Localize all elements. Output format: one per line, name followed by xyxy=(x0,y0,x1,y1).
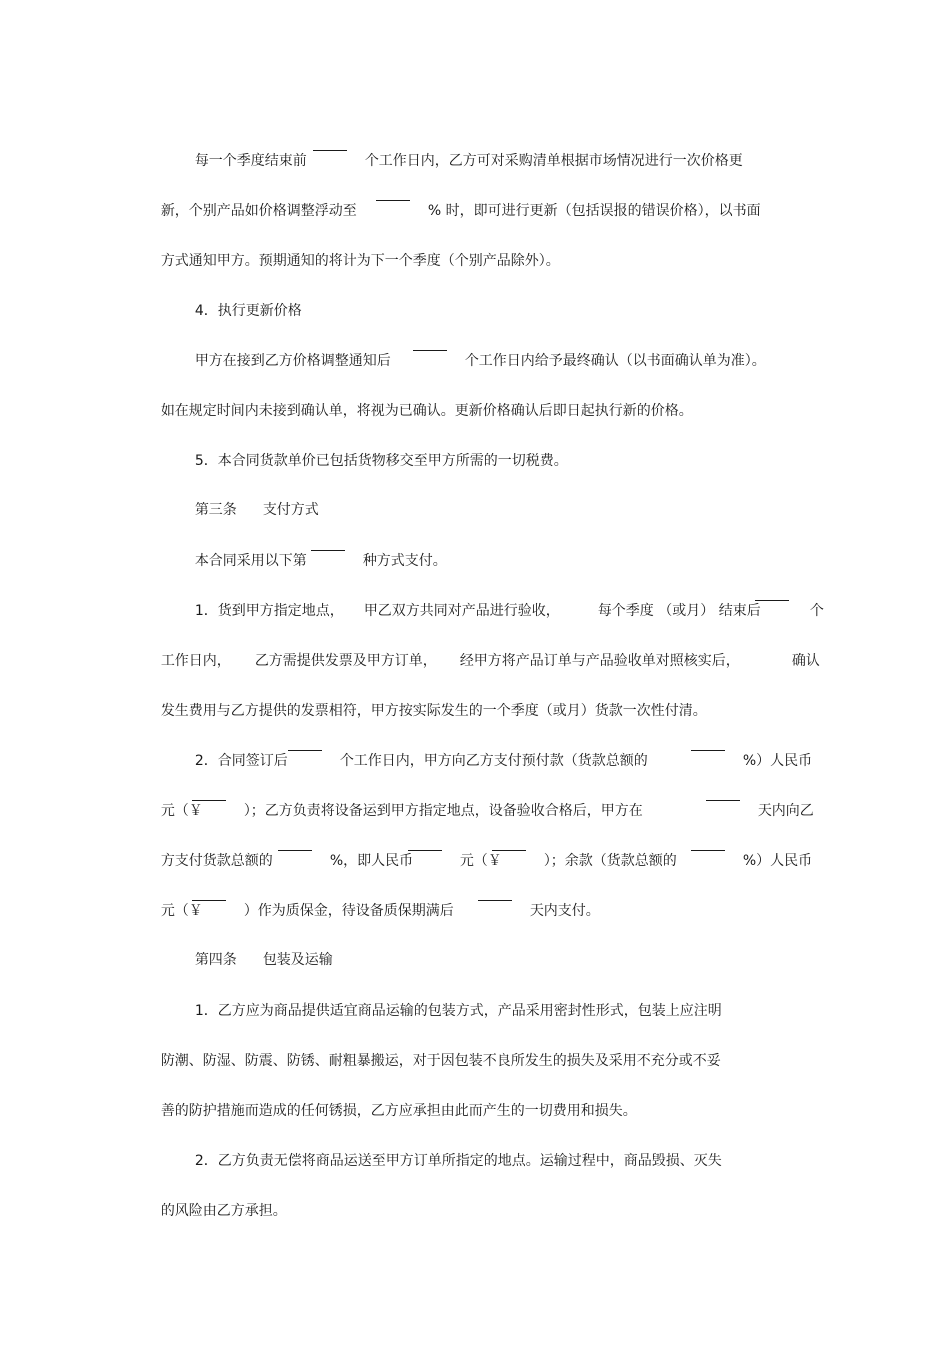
paragraph-line xyxy=(143,634,231,688)
text-segment: 的风险由乙方承担。 xyxy=(160,1203,287,1219)
text-segment: 方式通知甲方。预期通知的将计为下一个季度（个别产品除外）。 xyxy=(160,253,560,269)
paragraph-line xyxy=(226,784,643,838)
article-title: 支付方式 xyxy=(262,502,319,518)
paragraph-line xyxy=(143,1184,287,1238)
section-item-heading xyxy=(177,284,302,338)
text-segment: 个工作日内，甲方向乙方支付预付款（货款总额的 xyxy=(339,753,648,769)
paragraph-line xyxy=(740,784,814,838)
text-segment: 元（￥ xyxy=(160,903,203,919)
text-segment: 方支付货款总额的 xyxy=(160,853,273,869)
fill-blank[interactable] xyxy=(691,836,725,851)
paragraph-line xyxy=(580,584,761,638)
fill-blank[interactable] xyxy=(413,336,447,351)
article-heading xyxy=(245,933,333,987)
paragraph-line xyxy=(347,134,743,188)
article-heading xyxy=(177,933,237,987)
text-segment: 经甲方将产品订单与产品验收单对照核实后， xyxy=(459,653,740,669)
text-segment: %）人民币 xyxy=(742,753,813,769)
fill-blank[interactable] xyxy=(288,736,322,751)
text-segment: 1．货到甲方指定地点， xyxy=(194,603,344,619)
fill-blank[interactable] xyxy=(478,886,512,901)
paragraph-line xyxy=(725,834,812,888)
text-segment: 天内支付。 xyxy=(529,903,600,919)
fill-blank[interactable] xyxy=(492,836,526,851)
fill-blank[interactable] xyxy=(192,886,226,901)
paragraph-line xyxy=(312,834,413,888)
text-segment: %，即人民币 xyxy=(329,853,414,869)
text-segment: 种方式支付。 xyxy=(362,553,447,569)
paragraph-line xyxy=(792,584,824,638)
text-segment: 5．本合同货款单价已包括货物移交至甲方所需的一切税费。 xyxy=(194,453,568,469)
text-segment: ）；余款（货款总额的 xyxy=(543,853,677,869)
paragraph-line xyxy=(410,184,761,238)
fill-blank[interactable] xyxy=(278,836,312,851)
paragraph-line xyxy=(526,834,677,888)
paragraph-line xyxy=(237,634,437,688)
paragraph-line xyxy=(143,834,273,888)
text-segment: 元（￥ xyxy=(459,853,502,869)
paragraph-line xyxy=(143,1084,637,1138)
text-segment: 甲乙双方共同对产品进行验收， xyxy=(363,603,560,619)
text-segment: % 时，即可进行更新（包括误报的错误价格），以书面 xyxy=(427,203,761,219)
article-heading xyxy=(245,483,319,537)
text-segment: 个 xyxy=(809,603,824,619)
paragraph-line xyxy=(725,734,812,788)
text-segment: 甲方在接到乙方价格调整通知后 xyxy=(194,353,391,369)
text-segment: 天内向乙 xyxy=(757,803,814,819)
paragraph-line xyxy=(447,334,766,388)
fill-blank[interactable] xyxy=(691,736,725,751)
paragraph-line xyxy=(143,384,693,438)
text-segment: 确认 xyxy=(791,653,820,669)
paragraph-line xyxy=(143,1034,721,1088)
paragraph-line xyxy=(345,534,447,588)
fill-blank[interactable] xyxy=(313,136,347,151)
text-segment: 发生费用与乙方提供的发票相符，甲方按实际发生的一个季度（或月）货款一次性付清。 xyxy=(160,703,707,719)
fill-blank[interactable] xyxy=(192,786,226,801)
text-segment: 每一个季度结束前 xyxy=(194,153,307,169)
article-number: 第三条 xyxy=(194,502,237,518)
text-segment: 4．执行更新价格 xyxy=(194,303,302,319)
paragraph-line xyxy=(177,434,568,488)
text-segment: 元（￥ xyxy=(160,803,203,819)
paragraph-line xyxy=(226,884,454,938)
text-segment: 本合同采用以下第 xyxy=(194,553,307,569)
fill-blank[interactable] xyxy=(376,186,410,201)
paragraph-line xyxy=(143,684,707,738)
paragraph-line xyxy=(346,584,560,638)
paragraph-line xyxy=(177,984,722,1038)
text-segment: 新，个别产品如价格调整浮动至 xyxy=(160,203,357,219)
text-segment: 个工作日内给予最终确认（以书面确认单为准）。 xyxy=(464,353,766,369)
fill-blank[interactable] xyxy=(408,836,442,851)
paragraph-line xyxy=(322,734,648,788)
fill-blank[interactable] xyxy=(706,786,740,801)
paragraph-line xyxy=(177,534,307,588)
text-segment: 个工作日内，乙方可对采购清单根据市场情况进行一次价格更 xyxy=(364,153,743,169)
paragraph-line xyxy=(177,584,344,638)
text-segment: 2．合同签订后 xyxy=(194,753,288,769)
paragraph-line xyxy=(442,634,740,688)
paragraph-line xyxy=(177,334,391,388)
paragraph-line xyxy=(143,184,357,238)
paragraph-line xyxy=(177,134,307,188)
text-segment: 1．乙方应为商品提供适宜商品运输的包装方式，产品采用密封性形式，包装上应注明 xyxy=(194,1003,722,1019)
text-segment: ）作为质保金，待设备质保期满后 xyxy=(243,903,454,919)
text-segment: 工作日内， xyxy=(160,653,231,669)
text-segment: ）；乙方负责将设备运到甲方指定地点，设备验收合格后，甲方在 xyxy=(243,803,643,819)
text-segment: 防潮、防湿、防震、防锈、耐粗暴搬运，对于因包装不良所发生的损失及采用不充分或不妥 xyxy=(160,1053,721,1069)
text-segment: 2．乙方负责无偿将商品运送至甲方订单所指定的地点。运输过程中，商品毁损、灭失 xyxy=(194,1153,722,1169)
article-heading xyxy=(177,483,237,537)
text-segment: 如在规定时间内未接到确认单，将视为已确认。更新价格确认后即日起执行新的价格。 xyxy=(160,403,693,419)
text-segment: 乙方需提供发票及甲方订单， xyxy=(254,653,437,669)
text-segment: 善的防护措施而造成的任何锈损，乙方应承担由此而产生的一切费用和损失。 xyxy=(160,1103,637,1119)
paragraph-line xyxy=(143,234,560,288)
paragraph-line xyxy=(177,734,288,788)
paragraph-line xyxy=(512,884,600,938)
paragraph-line xyxy=(177,1134,722,1188)
paragraph-line xyxy=(774,634,820,688)
text-segment: 每个季度 （或月） 结束后 xyxy=(597,603,761,619)
fill-blank[interactable] xyxy=(755,586,789,601)
fill-blank[interactable] xyxy=(311,536,345,551)
article-title: 包装及运输 xyxy=(262,952,333,968)
text-segment: %）人民币 xyxy=(742,853,813,869)
article-number: 第四条 xyxy=(194,952,237,968)
